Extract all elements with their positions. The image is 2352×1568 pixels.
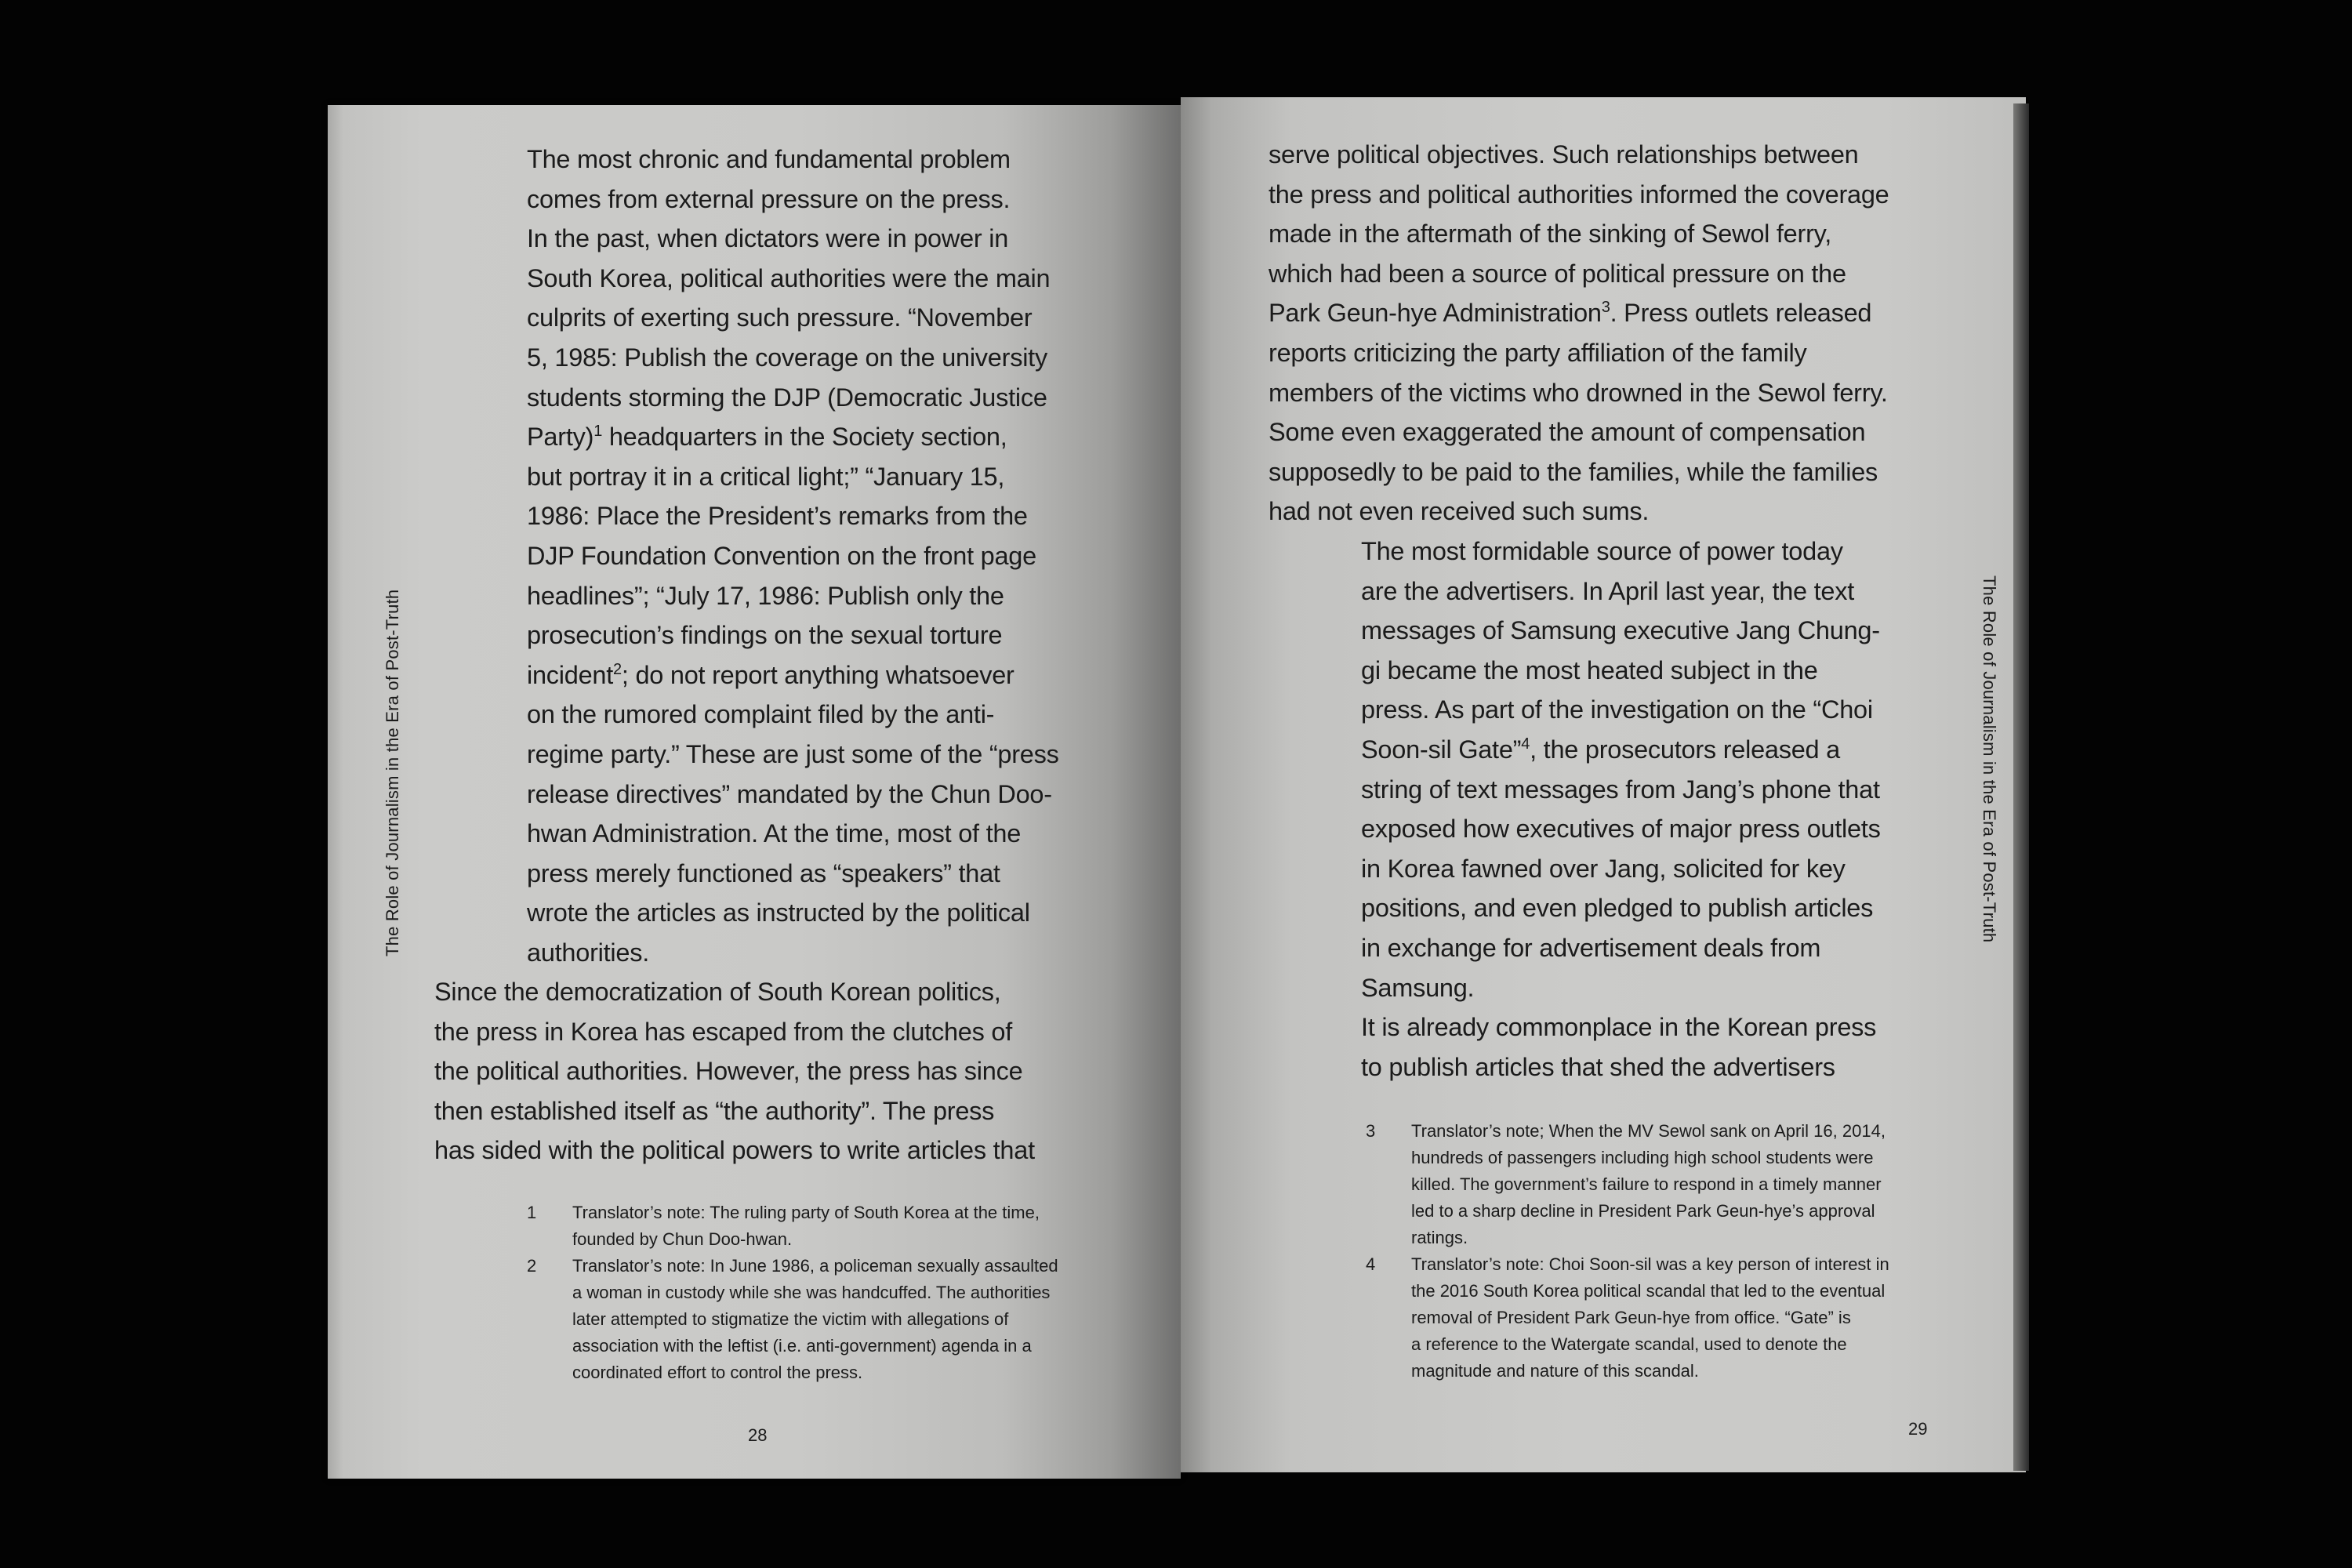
text-line: release directives” mandated by the Chun Doo-	[527, 779, 1052, 808]
page-edge	[2013, 103, 2029, 1471]
text-line: string of text messages from Jang’s phone that	[1361, 775, 1880, 804]
left-footnotes	[527, 1200, 1138, 1386]
footnote-line: coordinated effort to control the press.	[572, 1363, 863, 1382]
right-page	[1181, 97, 2026, 1472]
text-line: culprits of exerting such pressure. “November	[527, 303, 1033, 332]
text-line: South Korea, political authorities were the main	[527, 263, 1051, 292]
left-running-head: The Role of Journalism in the Era of Post-Truth	[383, 589, 402, 956]
text-line: reports criticizing the party affiliation of the family	[1269, 338, 1807, 367]
text-line: the press in Korea has escaped from the clutches of	[434, 1017, 1012, 1046]
text-line: in exchange for advertisement deals from	[1361, 933, 1821, 962]
footnote-ref-1: 1	[593, 423, 603, 441]
text-line: messages of Samsung executive Jang Chung-	[1361, 616, 1880, 645]
left-page	[328, 105, 1181, 1479]
page-number-right: 29	[1908, 1419, 1928, 1439]
text-line: the press and political authorities informed the coverage	[1269, 180, 1889, 209]
text-line: press. As part of the investigation on the “Choi	[1361, 695, 1873, 724]
text-line	[527, 655, 1123, 695]
text-line: Samsung.	[1361, 973, 1475, 1002]
open-book	[328, 97, 2026, 1480]
footnote-1	[527, 1200, 1138, 1253]
footnote-line: a reference to the Watergate scandal, used to denote the	[1411, 1334, 1847, 1354]
left-outdented-paragraph	[434, 972, 1124, 1171]
footnote-line: association with the leftist (i.e. anti-government) agenda in a	[572, 1336, 1032, 1356]
text-line: authorities.	[527, 938, 649, 967]
text-line: serve political objectives. Such relationships between	[1269, 140, 1859, 169]
footnote-line: a woman in custody while she was handcuffed. The authorities	[572, 1283, 1051, 1302]
text-line: 1986: Place the President’s remarks from the	[527, 502, 1028, 531]
text-line: gi became the most heated subject in the	[1361, 655, 1818, 684]
footnote-line: Translator’s note: In June 1986, a policeman sexually assaulted	[572, 1256, 1058, 1276]
text-line: headlines”; “July 17, 1986: Publish only the	[527, 581, 1004, 610]
footnote-line: removal of President Park Geun-hye from office. “Gate” is	[1411, 1308, 1851, 1327]
footnote-number: 2	[527, 1256, 537, 1276]
text-line: then established itself as “the authority”. The press	[434, 1096, 995, 1125]
text-line: In the past, when dictators were in power in	[527, 224, 1009, 253]
text-line: which had been a source of political pressure on the	[1269, 259, 1846, 288]
text-fragment: Party)	[527, 423, 594, 452]
text-line: the political authorities. However, the press has since	[434, 1057, 1023, 1086]
text-line: made in the aftermath of the sinking of Sewol ferry,	[1269, 220, 1832, 249]
text-line: to publish articles that shed the advertisers	[1361, 1052, 1835, 1081]
footnote-line: the 2016 South Korea political scandal that led to the eventual	[1411, 1281, 1886, 1301]
text-line: wrote the articles as instructed by the political	[527, 898, 1030, 927]
text-line: press merely functioned as “speakers” that	[527, 858, 1000, 887]
footnote-line: Translator’s note: Choi Soon-sil was a key person of interest in	[1411, 1254, 1889, 1274]
footnote-ref-2: 2	[613, 660, 622, 678]
text-line: positions, and even pledged to publish articles	[1361, 894, 1874, 923]
footnote-line: led to a sharp decline in President Park Geun-hye’s approval	[1411, 1201, 1875, 1221]
text-line	[1269, 293, 1974, 333]
text-line: comes from external pressure on the press.	[527, 184, 1011, 213]
text-fragment: Park Geun-hye Administration	[1269, 299, 1602, 328]
text-fragment: ; do not report anything whatsoever	[621, 660, 1014, 689]
right-continued-paragraph	[1269, 135, 1974, 532]
footnote-line: Translator’s note; When the MV Sewol sank on April 16, 2014,	[1411, 1121, 1886, 1141]
text-line: hwan Administration. At the time, most of the	[527, 819, 1022, 848]
text-line: Since the democratization of South Korean politics,	[434, 978, 1001, 1006]
right-indented-paragraph	[1361, 532, 1988, 1087]
text-line: DJP Foundation Convention on the front page	[527, 541, 1036, 570]
text-line: The most chronic and fundamental problem	[527, 145, 1011, 173]
footnote-ref-4: 4	[1521, 735, 1530, 753]
footnote-line: killed. The government’s failure to respond in a timely manner	[1411, 1174, 1882, 1194]
text-line: in Korea fawned over Jang, solicited for key	[1361, 854, 1846, 883]
text-line: supposedly to be paid to the families, while the families	[1269, 457, 1878, 486]
footnote-number: 4	[1366, 1254, 1376, 1274]
text-line: 5, 1985: Publish the coverage on the university	[527, 343, 1047, 372]
footnote-line: ratings.	[1411, 1228, 1468, 1247]
footnote-line: magnitude and nature of this scandal.	[1411, 1361, 1699, 1381]
text-line: It is already commonplace in the Korean press	[1361, 1013, 1877, 1042]
footnote-line: later attempted to stigmatize the victim with allegations of	[572, 1309, 1009, 1329]
text-fragment: incident	[527, 660, 614, 689]
text-line: exposed how executives of major press outlets	[1361, 815, 1881, 844]
text-line: on the rumored complaint filed by the anti-	[527, 700, 995, 729]
text-line: prosecution’s findings on the sexual torture	[527, 621, 1003, 650]
text-line: has sided with the political powers to write articles that	[434, 1136, 1035, 1165]
text-line: The most formidable source of power today	[1361, 537, 1843, 565]
footnote-line: hundreds of passengers including high school students were	[1411, 1148, 1874, 1167]
footnote-line: founded by Chun Doo-hwan.	[572, 1229, 793, 1249]
text-fragment: . Press outlets released	[1610, 299, 1872, 328]
footnote-line: Translator’s note: The ruling party of South Korea at the time,	[572, 1203, 1040, 1222]
text-fragment: , the prosecutors released a	[1530, 735, 1840, 764]
text-line: members of the victims who drowned in the Sewol ferry.	[1269, 378, 1888, 407]
text-fragment: headquarters in the Society section,	[602, 423, 1007, 452]
footnote-4	[1366, 1251, 1962, 1385]
footnote-number: 1	[527, 1203, 537, 1222]
text-line: regime party.” These are just some of the “press	[527, 739, 1059, 768]
text-line: are the advertisers. In April last year, the text	[1361, 576, 1855, 605]
text-line: students storming the DJP (Democratic Justice	[527, 383, 1047, 412]
text-line: had not even received such sums.	[1269, 497, 1650, 526]
footnote-3	[1366, 1118, 1962, 1251]
right-footnotes	[1366, 1118, 1962, 1385]
text-line	[1361, 730, 1988, 770]
page-number-left: 28	[748, 1425, 768, 1445]
text-line	[527, 417, 1123, 457]
footnote-2	[527, 1253, 1138, 1386]
left-indented-paragraph	[527, 140, 1123, 972]
text-line: Some even exaggerated the amount of compensation	[1269, 418, 1866, 447]
right-running-head: The Role of Journalism in the Era of Post-Truth	[1980, 575, 1999, 943]
text-line: but portray it in a critical light;” “January 15,	[527, 462, 1005, 491]
text-fragment: Soon-sil Gate”	[1361, 735, 1522, 764]
footnote-ref-3: 3	[1601, 299, 1610, 317]
footnote-number: 3	[1366, 1121, 1376, 1141]
